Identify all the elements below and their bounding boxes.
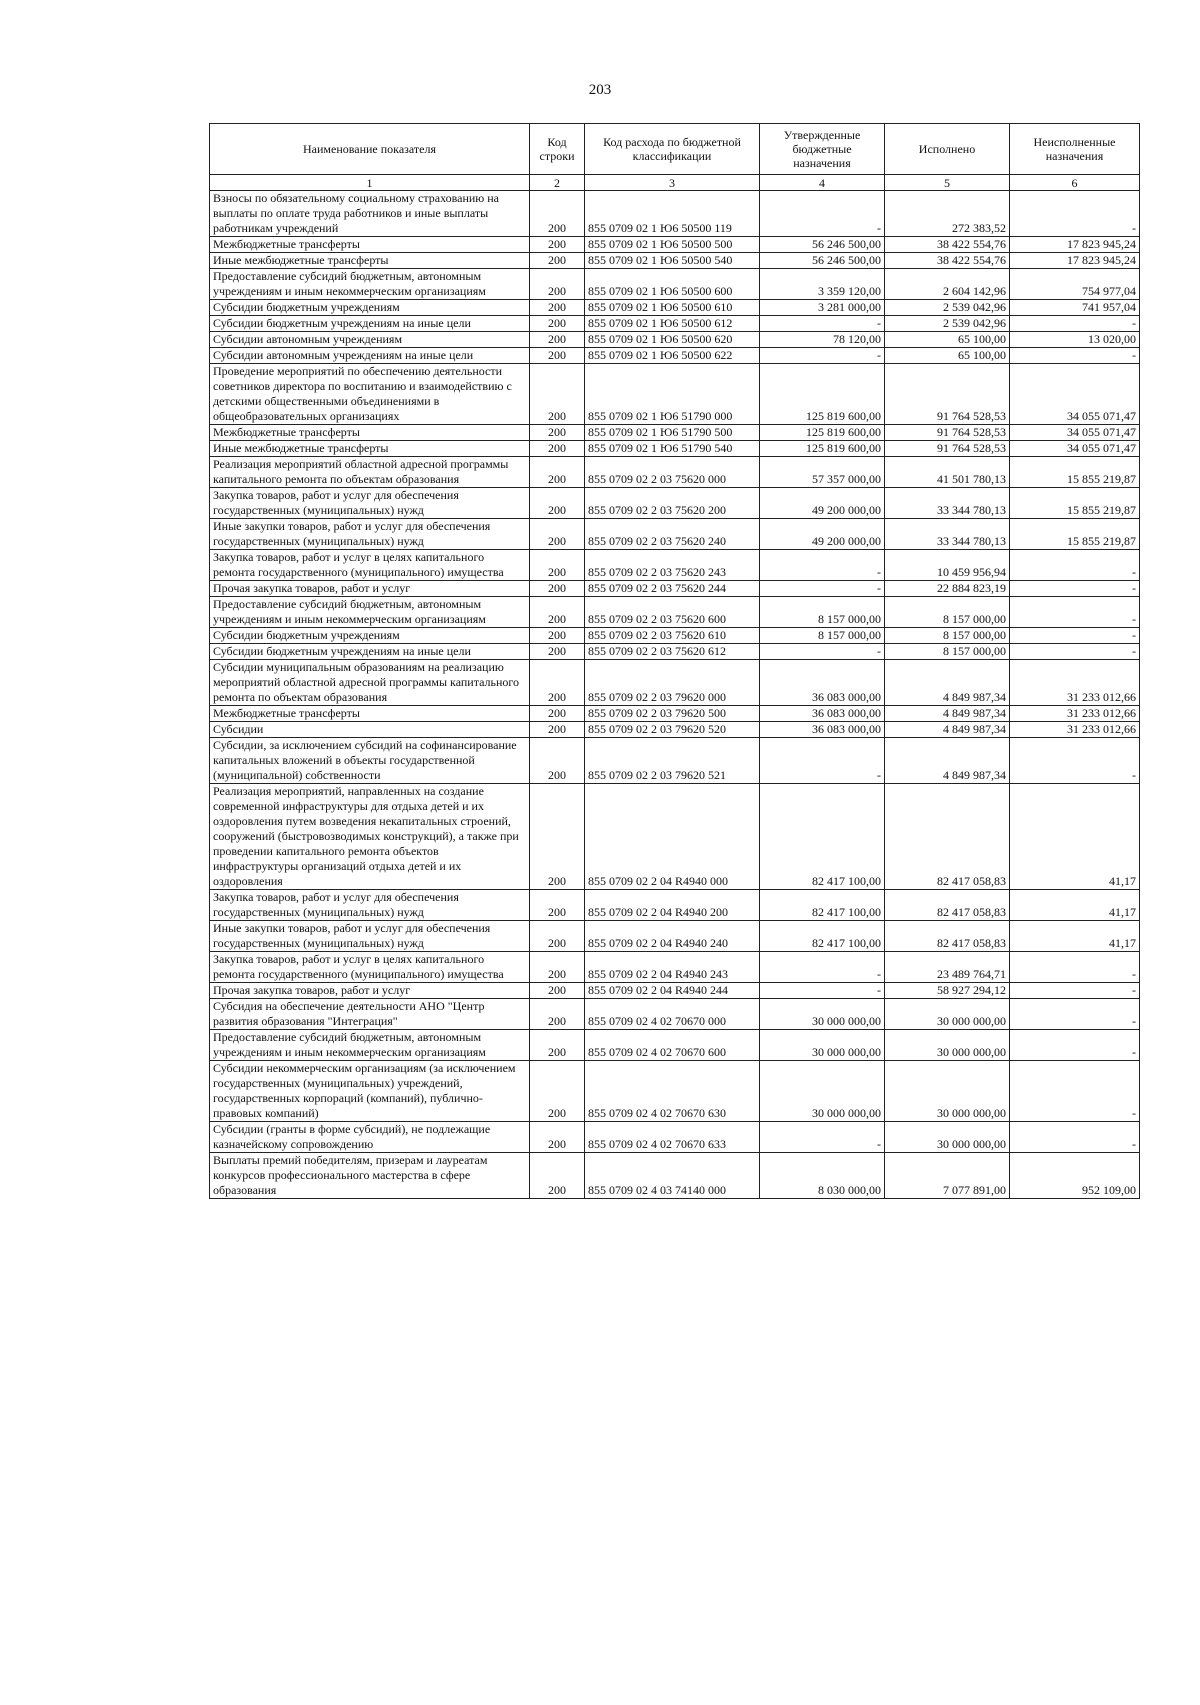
row-line-code: 200: [530, 921, 585, 952]
row-unexecuted: 952 109,00: [1010, 1153, 1140, 1199]
row-line-code: 200: [530, 706, 585, 722]
row-approved: -: [760, 644, 885, 660]
row-line-code: 200: [530, 457, 585, 488]
row-budget-classification: 855 0709 02 2 03 75620 244: [585, 581, 760, 597]
row-line-code: 200: [530, 738, 585, 784]
row-budget-classification: 855 0709 02 1 Ю6 50500 612: [585, 316, 760, 332]
row-line-code: 200: [530, 237, 585, 253]
row-executed: 91 764 528,53: [885, 425, 1010, 441]
row-line-code: 200: [530, 364, 585, 425]
row-unexecuted: -: [1010, 738, 1140, 784]
row-budget-classification: 855 0709 02 4 03 74140 000: [585, 1153, 760, 1199]
row-executed: 10 459 956,94: [885, 550, 1010, 581]
row-unexecuted: 31 233 012,66: [1010, 722, 1140, 738]
row-budget-classification: 855 0709 02 2 03 75620 000: [585, 457, 760, 488]
row-budget-classification: 855 0709 02 4 02 70670 600: [585, 1030, 760, 1061]
row-executed: 82 417 058,83: [885, 784, 1010, 890]
table-row: [210, 519, 1140, 550]
row-budget-classification: 855 0709 02 1 Ю6 51790 000: [585, 364, 760, 425]
row-approved: -: [760, 1122, 885, 1153]
row-indicator-name: Субсидии автономным учреждениям на иные цели: [210, 348, 530, 364]
row-approved: -: [760, 738, 885, 784]
row-indicator-name: Закупка товаров, работ и услуг для обеспечения государственных (муниципальных) нужд: [210, 890, 530, 921]
row-unexecuted: 41,17: [1010, 921, 1140, 952]
row-executed: 8 157 000,00: [885, 644, 1010, 660]
row-line-code: 200: [530, 983, 585, 999]
row-budget-classification: 855 0709 02 2 03 75620 600: [585, 597, 760, 628]
row-executed: 91 764 528,53: [885, 441, 1010, 457]
row-approved: -: [760, 952, 885, 983]
table-row: [210, 348, 1140, 364]
row-line-code: 200: [530, 300, 585, 316]
row-executed: 2 539 042,96: [885, 300, 1010, 316]
row-unexecuted: -: [1010, 999, 1140, 1030]
table-row: [210, 488, 1140, 519]
row-line-code: 200: [530, 519, 585, 550]
table-row: [210, 457, 1140, 488]
header-executed: Исполнено: [885, 124, 1010, 175]
row-indicator-name: Реализация мероприятий, направленных на создание современной инфраструктуры для отдыха детей и их оздоровления путем возведения некапитальных строений, сооружений (быстровозводимых конструкций), а также при проведении капитального ремонта объектов инфраструктуры организаций отдыха детей и их оздоровления: [210, 784, 530, 890]
row-approved: 49 200 000,00: [760, 519, 885, 550]
table-row: [210, 738, 1140, 784]
row-budget-classification: 855 0709 02 2 03 75620 243: [585, 550, 760, 581]
table-row: [210, 628, 1140, 644]
row-approved: 78 120,00: [760, 332, 885, 348]
column-number: 5: [885, 175, 1010, 191]
row-executed: 4 849 987,34: [885, 738, 1010, 784]
row-approved: 56 246 500,00: [760, 237, 885, 253]
row-indicator-name: Субсидии некоммерческим организациям (за исключением государственных (муниципальных) учреждений, государственных корпораций (компаний), публично-правовых компаний): [210, 1061, 530, 1122]
row-unexecuted: 17 823 945,24: [1010, 253, 1140, 269]
row-indicator-name: Иные закупки товаров, работ и услуг для обеспечения государственных (муниципальных) нужд: [210, 921, 530, 952]
column-number: 1: [210, 175, 530, 191]
row-unexecuted: 15 855 219,87: [1010, 519, 1140, 550]
table-row: [210, 1153, 1140, 1199]
header-line-code: Код строки: [530, 124, 585, 175]
table-row: [210, 1030, 1140, 1061]
row-indicator-name: Субсидии автономным учреждениям: [210, 332, 530, 348]
row-unexecuted: -: [1010, 316, 1140, 332]
row-indicator-name: Закупка товаров, работ и услуг для обеспечения государственных (муниципальных) нужд: [210, 488, 530, 519]
row-indicator-name: Субсидии бюджетным учреждениям на иные цели: [210, 316, 530, 332]
row-indicator-name: Иные межбюджетные трансферты: [210, 253, 530, 269]
row-executed: 38 422 554,76: [885, 237, 1010, 253]
row-executed: 30 000 000,00: [885, 1061, 1010, 1122]
table-row: [210, 597, 1140, 628]
row-approved: 8 030 000,00: [760, 1153, 885, 1199]
table-row: [210, 332, 1140, 348]
column-number: 3: [585, 175, 760, 191]
table-row: [210, 644, 1140, 660]
table-row: [210, 316, 1140, 332]
row-unexecuted: 34 055 071,47: [1010, 441, 1140, 457]
row-unexecuted: 741 957,04: [1010, 300, 1140, 316]
row-approved: 3 359 120,00: [760, 269, 885, 300]
row-unexecuted: -: [1010, 581, 1140, 597]
row-budget-classification: 855 0709 02 2 03 79620 000: [585, 660, 760, 706]
row-budget-classification: 855 0709 02 2 03 75620 610: [585, 628, 760, 644]
row-line-code: 200: [530, 332, 585, 348]
row-approved: 82 417 100,00: [760, 890, 885, 921]
table-row: [210, 890, 1140, 921]
row-unexecuted: -: [1010, 1030, 1140, 1061]
row-indicator-name: Межбюджетные трансферты: [210, 706, 530, 722]
table-row: [210, 253, 1140, 269]
row-executed: 2 604 142,96: [885, 269, 1010, 300]
row-executed: 30 000 000,00: [885, 999, 1010, 1030]
row-indicator-name: Прочая закупка товаров, работ и услуг: [210, 983, 530, 999]
row-budget-classification: 855 0709 02 2 03 79620 520: [585, 722, 760, 738]
table-row: [210, 191, 1140, 237]
row-budget-classification: 855 0709 02 4 02 70670 000: [585, 999, 760, 1030]
table-row: [210, 1122, 1140, 1153]
header-approved: Утвержденные бюджетные назначения: [760, 124, 885, 175]
row-line-code: 200: [530, 1153, 585, 1199]
row-indicator-name: Субсидии (гранты в форме субсидий), не подлежащие казначейскому сопровождению: [210, 1122, 530, 1153]
row-budget-classification: 855 0709 02 1 Ю6 50500 610: [585, 300, 760, 316]
row-unexecuted: -: [1010, 983, 1140, 999]
row-budget-classification: 855 0709 02 4 02 70670 630: [585, 1061, 760, 1122]
table-row: [210, 269, 1140, 300]
row-budget-classification: 855 0709 02 2 03 79620 500: [585, 706, 760, 722]
row-executed: 4 849 987,34: [885, 706, 1010, 722]
row-indicator-name: Предоставление субсидий бюджетным, автономным учреждениям и иным некоммерческим организациям: [210, 269, 530, 300]
column-number: 4: [760, 175, 885, 191]
row-executed: 4 849 987,34: [885, 660, 1010, 706]
row-line-code: 200: [530, 890, 585, 921]
table-row: [210, 581, 1140, 597]
table-row: [210, 983, 1140, 999]
row-line-code: 200: [530, 488, 585, 519]
row-line-code: 200: [530, 550, 585, 581]
header-unexecuted: Неисполненные назначения: [1010, 124, 1140, 175]
row-approved: 56 246 500,00: [760, 253, 885, 269]
row-approved: -: [760, 581, 885, 597]
row-budget-classification: 855 0709 02 2 03 75620 612: [585, 644, 760, 660]
row-line-code: 200: [530, 660, 585, 706]
row-budget-classification: 855 0709 02 4 02 70670 633: [585, 1122, 760, 1153]
row-unexecuted: 31 233 012,66: [1010, 706, 1140, 722]
row-unexecuted: 34 055 071,47: [1010, 425, 1140, 441]
row-budget-classification: 855 0709 02 1 Ю6 50500 500: [585, 237, 760, 253]
row-budget-classification: 855 0709 02 1 Ю6 51790 540: [585, 441, 760, 457]
row-indicator-name: Предоставление субсидий бюджетным, автономным учреждениям и иным некоммерческим организациям: [210, 597, 530, 628]
row-line-code: 200: [530, 316, 585, 332]
row-approved: 125 819 600,00: [760, 364, 885, 425]
table-row: [210, 921, 1140, 952]
row-unexecuted: 15 855 219,87: [1010, 488, 1140, 519]
row-indicator-name: Закупка товаров, работ и услуг в целях капитального ремонта государственного (муниципального) имущества: [210, 952, 530, 983]
row-executed: 82 417 058,83: [885, 921, 1010, 952]
row-line-code: 200: [530, 581, 585, 597]
row-line-code: 200: [530, 1030, 585, 1061]
row-approved: 8 157 000,00: [760, 628, 885, 644]
row-approved: 125 819 600,00: [760, 441, 885, 457]
row-budget-classification: 855 0709 02 2 03 75620 240: [585, 519, 760, 550]
row-approved: -: [760, 316, 885, 332]
row-indicator-name: Закупка товаров, работ и услуг в целях капитального ремонта государственного (муниципального) имущества: [210, 550, 530, 581]
row-unexecuted: 31 233 012,66: [1010, 660, 1140, 706]
row-unexecuted: 41,17: [1010, 784, 1140, 890]
row-approved: 36 083 000,00: [760, 660, 885, 706]
row-indicator-name: Межбюджетные трансферты: [210, 425, 530, 441]
budget-execution-table: [209, 123, 1140, 1199]
row-budget-classification: 855 0709 02 1 Ю6 50500 540: [585, 253, 760, 269]
row-executed: 8 157 000,00: [885, 597, 1010, 628]
row-budget-classification: 855 0709 02 1 Ю6 51790 500: [585, 425, 760, 441]
row-line-code: 200: [530, 1061, 585, 1122]
row-approved: -: [760, 348, 885, 364]
row-budget-classification: 855 0709 02 1 Ю6 50500 620: [585, 332, 760, 348]
row-unexecuted: -: [1010, 644, 1140, 660]
row-unexecuted: -: [1010, 550, 1140, 581]
row-line-code: 200: [530, 597, 585, 628]
row-executed: 23 489 764,71: [885, 952, 1010, 983]
row-indicator-name: Субсидии, за исключением субсидий на софинансирование капитальных вложений в объекты государственной (муниципальной) собственности: [210, 738, 530, 784]
table-row: [210, 722, 1140, 738]
row-executed: 8 157 000,00: [885, 628, 1010, 644]
row-executed: 22 884 823,19: [885, 581, 1010, 597]
row-executed: 58 927 294,12: [885, 983, 1010, 999]
row-budget-classification: 855 0709 02 1 Ю6 50500 622: [585, 348, 760, 364]
table-row: [210, 300, 1140, 316]
table-body: [210, 191, 1140, 1199]
row-executed: 2 539 042,96: [885, 316, 1010, 332]
row-executed: 82 417 058,83: [885, 890, 1010, 921]
row-budget-classification: 855 0709 02 2 04 R4940 244: [585, 983, 760, 999]
header-budget-classification: Код расхода по бюджетной классификации: [585, 124, 760, 175]
row-approved: 49 200 000,00: [760, 488, 885, 519]
row-approved: -: [760, 550, 885, 581]
table-row: [210, 1061, 1140, 1122]
row-approved: 36 083 000,00: [760, 706, 885, 722]
row-budget-classification: 855 0709 02 1 Ю6 50500 600: [585, 269, 760, 300]
row-budget-classification: 855 0709 02 2 04 R4940 200: [585, 890, 760, 921]
row-unexecuted: 17 823 945,24: [1010, 237, 1140, 253]
row-approved: 82 417 100,00: [760, 921, 885, 952]
row-line-code: 200: [530, 999, 585, 1030]
row-indicator-name: Субсидии бюджетным учреждениям: [210, 628, 530, 644]
row-line-code: 200: [530, 441, 585, 457]
table-row: [210, 706, 1140, 722]
row-approved: 36 083 000,00: [760, 722, 885, 738]
table-row: [210, 237, 1140, 253]
row-unexecuted: 34 055 071,47: [1010, 364, 1140, 425]
row-executed: 4 849 987,34: [885, 722, 1010, 738]
row-indicator-name: Выплаты премий победителям, призерам и лауреатам конкурсов профессионального мастерства в сфере образования: [210, 1153, 530, 1199]
row-line-code: 200: [530, 722, 585, 738]
row-approved: 30 000 000,00: [760, 1061, 885, 1122]
row-line-code: 200: [530, 628, 585, 644]
table-column-numbers-row: [210, 175, 1140, 191]
table-row: [210, 999, 1140, 1030]
row-line-code: 200: [530, 269, 585, 300]
row-executed: 33 344 780,13: [885, 488, 1010, 519]
row-unexecuted: -: [1010, 191, 1140, 237]
row-indicator-name: Реализация мероприятий областной адресной программы капитального ремонта по объектам образования: [210, 457, 530, 488]
row-budget-classification: 855 0709 02 2 03 75620 200: [585, 488, 760, 519]
column-number: 6: [1010, 175, 1140, 191]
row-line-code: 200: [530, 644, 585, 660]
row-unexecuted: -: [1010, 597, 1140, 628]
row-budget-classification: 855 0709 02 2 04 R4940 000: [585, 784, 760, 890]
row-line-code: 200: [530, 348, 585, 364]
row-budget-classification: 855 0709 02 2 03 79620 521: [585, 738, 760, 784]
row-indicator-name: Субсидии: [210, 722, 530, 738]
row-unexecuted: 13 020,00: [1010, 332, 1140, 348]
row-unexecuted: -: [1010, 1122, 1140, 1153]
row-approved: 30 000 000,00: [760, 999, 885, 1030]
row-indicator-name: Субсидии муниципальным образованиям на реализацию мероприятий областной адресной программы капитального ремонта по объектам образования: [210, 660, 530, 706]
row-line-code: 200: [530, 253, 585, 269]
row-unexecuted: -: [1010, 348, 1140, 364]
row-line-code: 200: [530, 1122, 585, 1153]
column-number: 2: [530, 175, 585, 191]
row-unexecuted: 754 977,04: [1010, 269, 1140, 300]
row-budget-classification: 855 0709 02 2 04 R4940 240: [585, 921, 760, 952]
row-line-code: 200: [530, 784, 585, 890]
row-executed: 272 383,52: [885, 191, 1010, 237]
row-approved: 125 819 600,00: [760, 425, 885, 441]
row-indicator-name: Предоставление субсидий бюджетным, автономным учреждениям и иным некоммерческим организациям: [210, 1030, 530, 1061]
row-indicator-name: Прочая закупка товаров, работ и услуг: [210, 581, 530, 597]
row-budget-classification: 855 0709 02 1 Ю6 50500 119: [585, 191, 760, 237]
row-unexecuted: -: [1010, 952, 1140, 983]
table-row: [210, 784, 1140, 890]
row-indicator-name: Субсидии бюджетным учреждениям на иные цели: [210, 644, 530, 660]
row-executed: 33 344 780,13: [885, 519, 1010, 550]
row-executed: 30 000 000,00: [885, 1122, 1010, 1153]
page-number: 203: [588, 82, 612, 98]
row-line-code: 200: [530, 952, 585, 983]
row-line-code: 200: [530, 425, 585, 441]
table-row: [210, 441, 1140, 457]
row-approved: -: [760, 983, 885, 999]
row-executed: 65 100,00: [885, 332, 1010, 348]
row-executed: 91 764 528,53: [885, 364, 1010, 425]
row-unexecuted: 41,17: [1010, 890, 1140, 921]
row-unexecuted: 15 855 219,87: [1010, 457, 1140, 488]
row-unexecuted: -: [1010, 628, 1140, 644]
row-indicator-name: Субсидия на обеспечение деятельности АНО "Центр развития образования "Интеграция": [210, 999, 530, 1030]
row-line-code: 200: [530, 191, 585, 237]
row-indicator-name: Субсидии бюджетным учреждениям: [210, 300, 530, 316]
row-indicator-name: Взносы по обязательному социальному страхованию на выплаты по оплате труда работников и иные выплаты работникам учреждений: [210, 191, 530, 237]
row-unexecuted: -: [1010, 1061, 1140, 1122]
row-approved: 8 157 000,00: [760, 597, 885, 628]
header-indicator-name: Наименование показателя: [210, 124, 530, 175]
row-executed: 41 501 780,13: [885, 457, 1010, 488]
row-executed: 30 000 000,00: [885, 1030, 1010, 1061]
table-header-row: [210, 124, 1140, 175]
table-row: [210, 952, 1140, 983]
row-indicator-name: Иные межбюджетные трансферты: [210, 441, 530, 457]
table-row: [210, 364, 1140, 425]
row-approved: 57 357 000,00: [760, 457, 885, 488]
row-approved: 82 417 100,00: [760, 784, 885, 890]
row-indicator-name: Иные закупки товаров, работ и услуг для обеспечения государственных (муниципальных) нужд: [210, 519, 530, 550]
row-executed: 38 422 554,76: [885, 253, 1010, 269]
row-approved: 3 281 000,00: [760, 300, 885, 316]
row-indicator-name: Межбюджетные трансферты: [210, 237, 530, 253]
table-row: [210, 425, 1140, 441]
row-approved: 30 000 000,00: [760, 1030, 885, 1061]
row-approved: -: [760, 191, 885, 237]
row-executed: 7 077 891,00: [885, 1153, 1010, 1199]
row-executed: 65 100,00: [885, 348, 1010, 364]
row-budget-classification: 855 0709 02 2 04 R4940 243: [585, 952, 760, 983]
table-row: [210, 660, 1140, 706]
row-indicator-name: Проведение мероприятий по обеспечению деятельности советников директора по воспитанию и взаимодействию с детскими общественными объединениями в общеобразовательных организациях: [210, 364, 530, 425]
table-row: [210, 550, 1140, 581]
